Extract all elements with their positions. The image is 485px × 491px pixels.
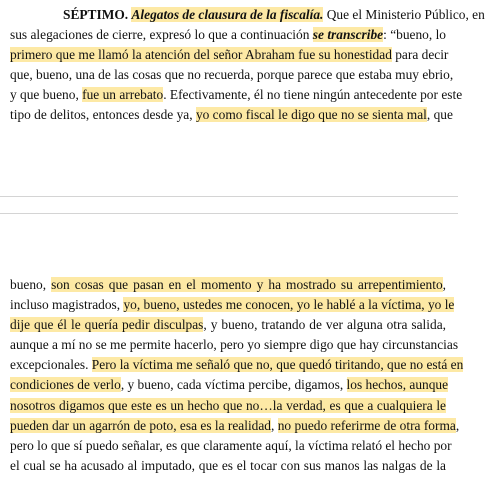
text-run: tipo de delitos, entonces desde ya, [10,107,196,123]
highlighted-text: dije que él le quería pedir disculpas [10,317,204,333]
text-run: aunque a mí no se me permite hacerlo, pero yo siempre digo que hay circunstancias [10,337,459,353]
text-run: , [442,277,446,292]
highlighted-text: nosotros digamos que este es un hecho que no…la verdad, es que a cualquiera le [10,397,446,413]
bold-text: SÉPTIMO. [63,7,129,22]
text-run: Que el Ministerio Público, en [323,7,485,22]
text-line [10,275,446,295]
text-run: , [271,417,278,433]
document-page-bottom [0,214,464,491]
highlighted-text: yo como fiscal le digo que no se sienta mal [195,107,427,123]
text-run: , [455,417,460,433]
text-run: pero lo que sí puedo señalar, es que claramente aquí, la víctima relató el hecho por [10,437,452,453]
text-run: y que bueno, [10,87,83,103]
text-run: que, bueno, una de las cosas que no recuerda, porque parece que estaba muy ebrio, [10,67,454,83]
text-line [10,65,454,85]
text-line [10,85,463,105]
text-run: , y bueno, cada víctima percibe, digamos, [120,377,347,393]
highlighted-text: Alegatos de clausura de la fiscalía. [131,7,324,22]
text-run: , y bueno, tratando de ver alguna otra salida, [203,317,446,333]
highlighted-text: los hechos, aunque [346,377,449,393]
text-line [10,436,452,456]
paragraph-septimo [10,5,485,126]
text-line [10,45,449,65]
text-run: incluso magistrados, [10,297,124,313]
highlighted-text: yo, bueno, ustedes me conocen, yo le hablé a la víctima, yo le [123,297,455,313]
highlighted-text: condiciones de verlo [10,377,121,393]
text-run: , que [426,107,453,123]
text-run: bueno, [10,277,52,292]
highlighted-text: son cosas que pasan en el momento y ha mostrado su arrepentimiento [51,277,443,292]
text-run: el cual se ha acusado al imputado, que es el tocar con sus manos las nalgas de la [10,457,446,473]
text-line [10,396,446,416]
highlighted-text: se transcribe [312,27,384,43]
text-line [10,375,449,395]
text-run: . Efectivamente, él no tiene ningún antecedente por este [163,87,463,103]
page-break [0,196,458,214]
text-line [10,295,455,315]
text-run: para decir [391,47,449,63]
text-line [10,335,459,355]
text-line [10,456,446,476]
text-line [10,25,446,45]
text-line [10,355,464,375]
text-line [10,315,446,335]
text-run: : “bueno, lo [383,27,447,43]
text-line [10,416,460,436]
text-run: sus alegaciones de cierre, expresó lo que a continuación [10,27,313,43]
highlighted-text: Pero la víctima me señaló que no, que quedó tiritando, que no está en [91,357,464,373]
document-page-top [0,0,485,196]
highlighted-text: pueden dar un agarrón de poto, esa es la realidad [10,417,272,433]
text-line [10,5,485,25]
text-line [10,105,453,125]
text-run: excepcionales. [10,357,92,373]
highlighted-text: primero que me llamó la atención del señor Abraham fue su honestidad [10,47,392,63]
highlighted-text: fue un arrebato [82,87,164,103]
highlighted-text: no puedo referirme de otra forma [277,417,456,433]
paragraph-continuation [10,275,464,476]
